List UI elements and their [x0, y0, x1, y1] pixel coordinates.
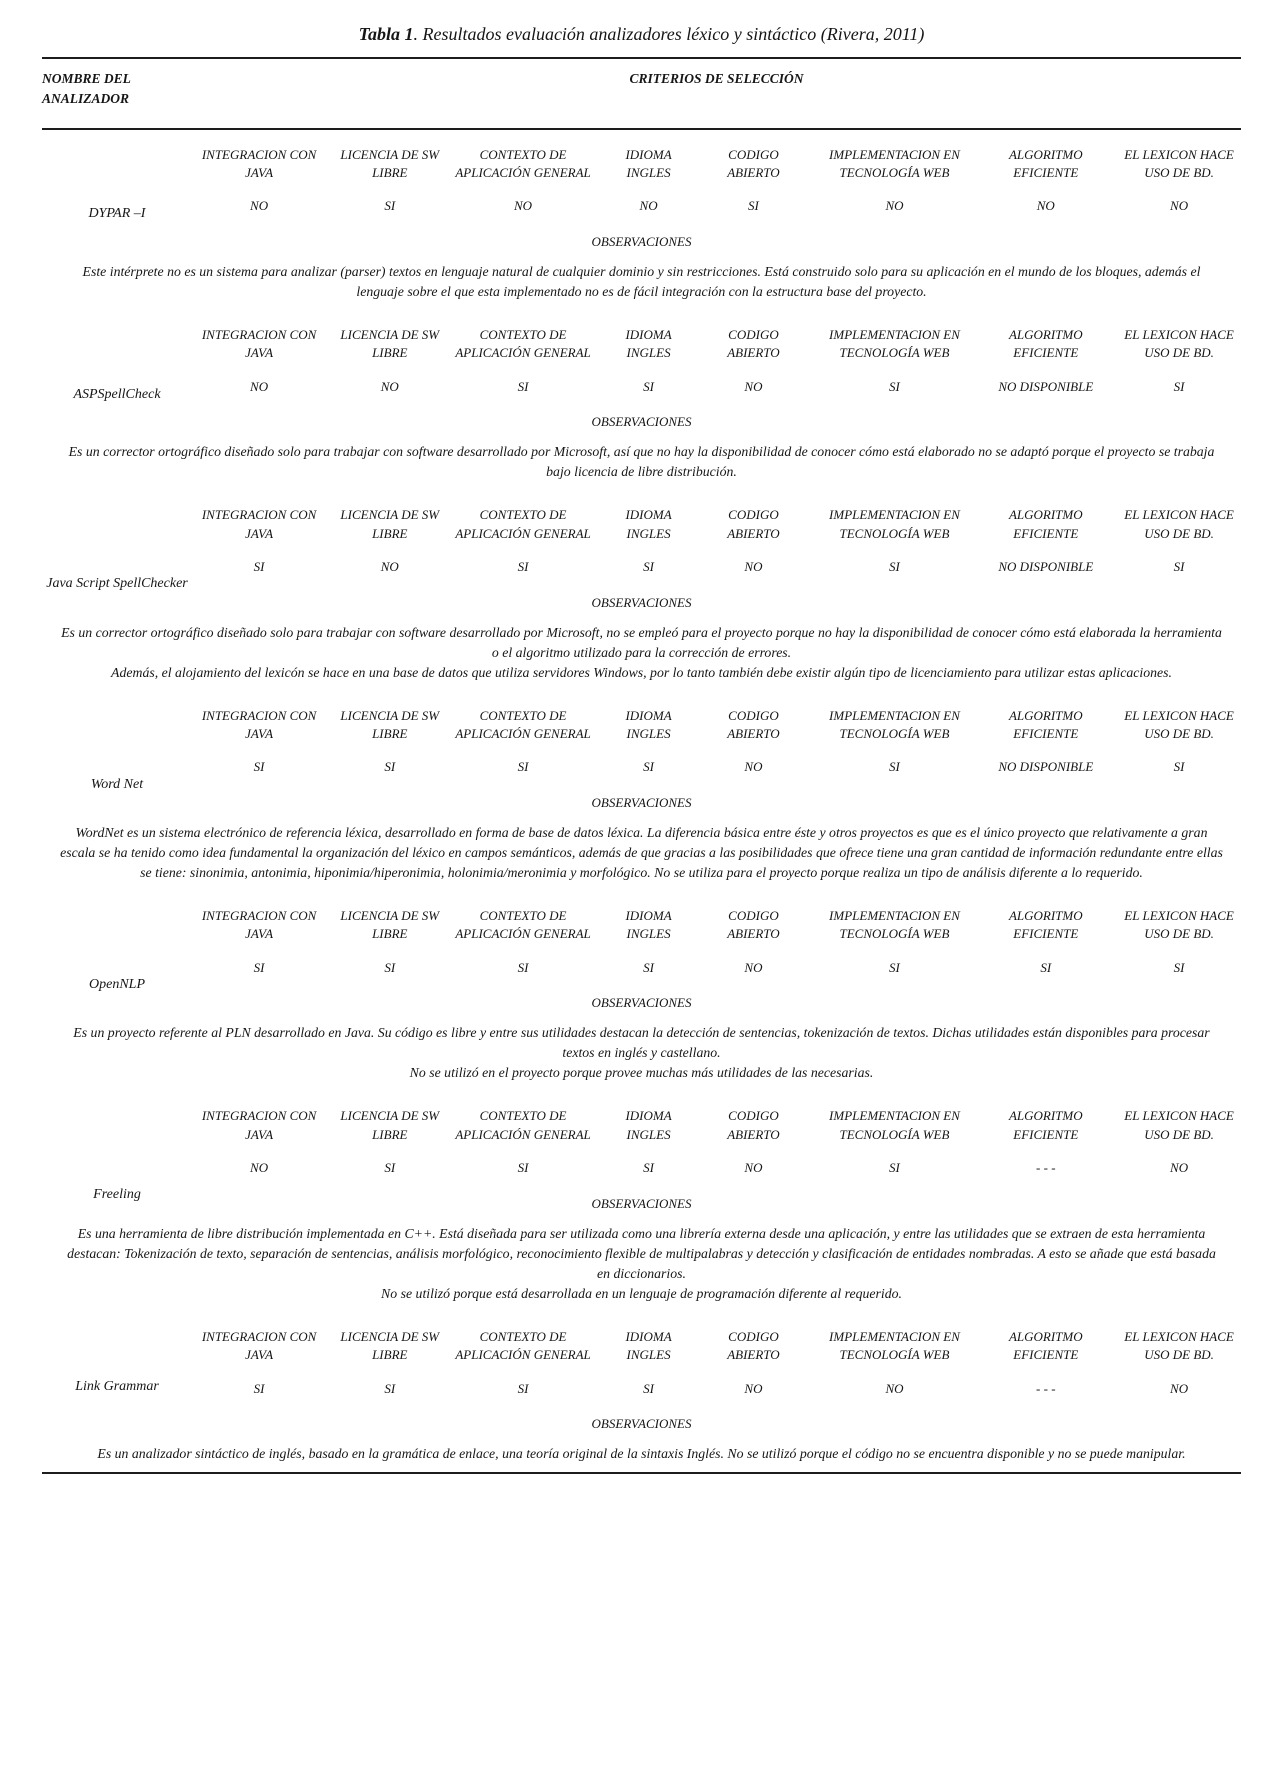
criteria-header-cell: CODIGO ABIERTO [727, 507, 780, 541]
criteria-values-row [192, 758, 1241, 776]
criteria-value-cell: SI [889, 559, 900, 575]
criteria-value-cell: SI [889, 378, 900, 394]
criteria-table [192, 326, 1241, 396]
criteria-header-cell: CONTEXTO DE APLICACIÓN GENERAL [455, 1108, 591, 1142]
criteria-header-cell: INTEGRACION CON JAVA [201, 1108, 317, 1142]
criteria-header-cell: CODIGO ABIERTO [727, 1108, 780, 1142]
criteria-value-cell: SI [643, 378, 654, 394]
criteria-value-cell: NO [250, 378, 269, 394]
criteria-header-cell: EL LEXICON HACE USO DE BD. [1124, 507, 1234, 541]
criteria-value-cell: SI [253, 959, 265, 975]
observations-text [46, 1023, 1237, 1083]
criteria-header-row [192, 1328, 1241, 1365]
criteria-header-cell: IDIOMA INGLES [625, 507, 672, 541]
criteria-header-cell: CODIGO ABIERTO [727, 146, 780, 180]
analyzer-name: Java Script SpellChecker [46, 576, 188, 592]
criteria-header-cell: ALGORITMO EFICIENTE [1008, 907, 1083, 942]
observations-label: OBSERVACIONES [591, 1416, 692, 1432]
criteria-value-cell: SI [253, 1380, 265, 1396]
analyzer-blocks [42, 130, 1241, 1473]
divider-bottom [42, 1472, 1241, 1474]
table-header-row [42, 59, 1241, 128]
criteria-header-cell: CONTEXTO DE APLICACIÓN GENERAL [455, 907, 591, 942]
criteria-column-header: CRITERIOS DE SELECCIÓN [629, 71, 804, 86]
criteria-header-cell: IDIOMA INGLES [625, 707, 672, 742]
criteria-header-cell: INTEGRACION CON JAVA [201, 707, 317, 742]
analyzer-block [42, 1312, 1241, 1472]
criteria-header-cell: CODIGO ABIERTO [727, 1328, 780, 1363]
analyzer-block [42, 310, 1241, 490]
criteria-value-cell: NO [514, 198, 533, 214]
criteria-header-cell: INTEGRACION CON JAVA [201, 326, 317, 361]
table-title-text: . Resultados evaluación analizadores léxico y sintáctico (Rivera, 2011) [413, 24, 925, 44]
criteria-header-cell: IMPLEMENTACION EN TECNOLOGÍA WEB [829, 146, 960, 180]
criteria-header-cell: LICENCIA DE SW LIBRE [340, 1108, 440, 1142]
criteria-header-cell: IDIOMA INGLES [625, 146, 672, 180]
criteria-value-cell: NO [380, 378, 399, 394]
criteria-value-cell: SI [643, 759, 654, 775]
criteria-value-cell: SI [1173, 959, 1185, 975]
criteria-value-cell: NO DISPONIBLE [998, 559, 1094, 575]
criteria-value-cell: NO [639, 198, 658, 214]
observation-paragraph: Es un proyecto referente al PLN desarrollado en Java. Su código es libre y entre sus utilidades destacan la detección de sentencias, tokenización de textos. Dichas utilidades están disponibles para procesar textos en inglés y castellano. [73, 1025, 1210, 1061]
criteria-value-cell: NO [885, 1380, 904, 1396]
criteria-value-cell: SI [253, 759, 265, 775]
criteria-value-cell: NO [1170, 1160, 1189, 1176]
criteria-header-cell: ALGORITMO EFICIENTE [1008, 326, 1083, 361]
criteria-header-cell: EL LEXICON HACE USO DE BD. [1124, 326, 1234, 361]
observations-label: OBSERVACIONES [591, 794, 692, 810]
criteria-value-cell: SI [1173, 759, 1185, 775]
observation-paragraph: WordNet es un sistema electrónico de referencia léxica, desarrollado en forma de base de datos léxica. La diferencia básica entre éste y otros proyectos es que es el único proyecto que relativamente a gran escala se ha tenido como idea fundamental la organización del léxico en campos semánticos, además de que gracias a las posibilidades que ofrece tiene una gran cantidad de información redundante entre ellas se tiene: sinonimia, antonimia, hiponimia/hiperonimia, holonimia/meronimia y morfológico. No se utiliza para el proyecto porque realiza un tipo de análisis diferente a lo requerido. [60, 824, 1223, 880]
criteria-value-cell: SI [384, 1380, 396, 1396]
criteria-header-row [192, 146, 1241, 183]
criteria-values-row [192, 378, 1241, 396]
analyzer-name: Freeling [93, 1187, 141, 1203]
criteria-header-cell: IMPLEMENTACION EN TECNOLOGÍA WEB [829, 1108, 960, 1142]
criteria-header-cell: CODIGO ABIERTO [727, 326, 780, 361]
criteria-header-cell: EL LEXICON HACE USO DE BD. [1124, 1328, 1234, 1363]
observations-text [46, 823, 1237, 883]
criteria-header-cell: EL LEXICON HACE USO DE BD. [1124, 707, 1234, 742]
criteria-value-cell: SI [517, 959, 529, 975]
criteria-value-cell: SI [517, 759, 529, 775]
criteria-value-cell: NO [744, 559, 763, 575]
observations-label: OBSERVACIONES [591, 1195, 692, 1211]
criteria-table [192, 707, 1241, 777]
observations-label: OBSERVACIONES [591, 414, 692, 430]
criteria-value-cell: SI [517, 1160, 529, 1176]
criteria-value-cell: SI [643, 1160, 654, 1176]
criteria-table [192, 1328, 1241, 1398]
analyzer-name: ASPSpellCheck [73, 386, 161, 402]
criteria-header-cell: IMPLEMENTACION EN TECNOLOGÍA WEB [829, 507, 960, 541]
criteria-value-cell: SI [889, 759, 900, 775]
criteria-header-cell: INTEGRACION CON JAVA [201, 146, 317, 180]
analyzer-block [42, 691, 1241, 891]
criteria-value-cell: NO [1170, 1380, 1189, 1396]
criteria-header-cell: ALGORITMO EFICIENTE [1008, 146, 1083, 180]
criteria-header-cell: LICENCIA DE SW LIBRE [340, 907, 440, 942]
criteria-header-cell: IMPLEMENTACION EN TECNOLOGÍA WEB [829, 1328, 960, 1363]
observations-text [46, 262, 1237, 302]
criteria-value-cell: SI [517, 378, 529, 394]
criteria-header-cell: ALGORITMO EFICIENTE [1008, 507, 1083, 541]
criteria-header-row [192, 707, 1241, 744]
name-column-header: NOMBRE DEL ANALIZADOR [42, 71, 131, 107]
criteria-value-cell: NO DISPONIBLE [998, 759, 1094, 775]
analyzer-name: OpenNLP [89, 977, 145, 993]
criteria-value-cell: NO [250, 1160, 269, 1176]
criteria-header-cell: CONTEXTO DE APLICACIÓN GENERAL [455, 707, 591, 742]
criteria-value-cell: SI [1173, 378, 1185, 394]
criteria-value-cell: SI [384, 198, 396, 214]
observation-paragraph: Es una herramienta de libre distribución implementada en C++. Está diseñada para ser utilizada como una librería externa desde una aplicación, y entre las utilidades que se extraen de esta herramienta destacan: Tokenización de texto, separación de sentencias, análisis morfológico, reconocimiento flexible de multipalabras y detección y clasificación de entidades nombradas. A esto se añade que está basada en diccionarios. [67, 1225, 1216, 1281]
table-title [42, 24, 1241, 45]
criteria-value-cell: - - - [1036, 1380, 1056, 1396]
criteria-value-cell: NO [744, 1160, 763, 1176]
criteria-header-cell: IDIOMA INGLES [625, 326, 672, 361]
criteria-value-cell: SI [517, 1380, 529, 1396]
criteria-values-row [192, 558, 1241, 576]
analyzer-block [42, 490, 1241, 690]
observations-text [46, 1444, 1237, 1464]
observation-paragraph: Además, el alojamiento del lexicón se hace en una base de datos que utiliza servidores Windows, por lo tanto también debe existir algún tipo de licenciamiento para utilizar estas aplicaciones. [111, 664, 1172, 680]
criteria-header-cell: INTEGRACION CON JAVA [201, 507, 317, 541]
criteria-value-cell: NO [744, 759, 763, 775]
criteria-header-cell: IMPLEMENTACION EN TECNOLOGÍA WEB [829, 326, 960, 361]
observations-text [46, 442, 1237, 482]
criteria-value-cell: SI [1040, 959, 1052, 975]
analyzer-block [42, 130, 1241, 310]
observation-paragraph: Es un analizador sintáctico de inglés, basado en la gramática de enlace, una teoría original de la sintaxis Inglés. No se utilizó porque el código no se encuentra disponible y no se puede manipular. [97, 1446, 1186, 1462]
criteria-value-cell: SI [384, 959, 396, 975]
criteria-header-cell: EL LEXICON HACE USO DE BD. [1124, 146, 1234, 180]
observations-label: OBSERVACIONES [591, 594, 692, 610]
criteria-header-cell: IMPLEMENTACION EN TECNOLOGÍA WEB [829, 907, 960, 942]
criteria-value-cell: NO [744, 378, 763, 394]
criteria-value-cell: NO DISPONIBLE [998, 378, 1094, 394]
criteria-header-cell: LICENCIA DE SW LIBRE [340, 507, 440, 541]
criteria-values-row [192, 959, 1241, 977]
criteria-header-cell: INTEGRACION CON JAVA [201, 1328, 317, 1363]
criteria-header-cell: CONTEXTO DE APLICACIÓN GENERAL [455, 507, 591, 541]
criteria-value-cell: SI [384, 1160, 396, 1176]
criteria-value-cell: SI [748, 198, 759, 214]
criteria-value-cell: NO [1036, 198, 1055, 214]
criteria-value-cell: NO [744, 959, 763, 975]
criteria-header-row [192, 1107, 1241, 1144]
criteria-value-cell: SI [253, 559, 265, 575]
criteria-value-cell: SI [1173, 559, 1185, 575]
criteria-header-cell: IDIOMA INGLES [625, 907, 672, 942]
observation-paragraph: Es un corrector ortográfico diseñado solo para trabajar con software desarrollado por Microsoft, así que no hay la disponibilidad de conocer cómo está elaborado no se adaptó porque el proyecto se trabaja bajo licencia de libre distribución. [68, 444, 1215, 480]
criteria-table [192, 146, 1241, 216]
criteria-values-row [192, 1380, 1241, 1398]
criteria-header-cell: CONTEXTO DE APLICACIÓN GENERAL [455, 326, 591, 361]
table-title-label: Tabla 1 [358, 24, 414, 44]
criteria-value-cell: NO [885, 198, 904, 214]
criteria-header-cell: EL LEXICON HACE USO DE BD. [1124, 907, 1234, 942]
criteria-header-cell: ALGORITMO EFICIENTE [1008, 1328, 1083, 1363]
criteria-table [192, 1107, 1241, 1177]
criteria-value-cell: SI [889, 959, 900, 975]
criteria-header-row [192, 506, 1241, 543]
criteria-header-cell: EL LEXICON HACE USO DE BD. [1124, 1108, 1234, 1142]
criteria-header-cell: IDIOMA INGLES [625, 1108, 672, 1142]
observation-paragraph: No se utilizó en el proyecto porque provee muchas más utilidades de las necesarias. [409, 1065, 874, 1081]
criteria-value-cell: NO [1170, 198, 1189, 214]
criteria-header-cell: LICENCIA DE SW LIBRE [340, 146, 440, 180]
analyzer-block [42, 1091, 1241, 1311]
observations-label: OBSERVACIONES [591, 233, 692, 249]
criteria-header-cell: CONTEXTO DE APLICACIÓN GENERAL [455, 1328, 591, 1363]
observations-text [46, 1224, 1237, 1304]
criteria-table [192, 506, 1241, 576]
analyzer-block [42, 891, 1241, 1091]
criteria-value-cell: NO [250, 198, 269, 214]
criteria-header-cell: IDIOMA INGLES [625, 1328, 672, 1363]
criteria-header-cell: LICENCIA DE SW LIBRE [340, 1328, 440, 1363]
analyzer-name: Word Net [90, 776, 144, 792]
criteria-header-cell: LICENCIA DE SW LIBRE [340, 707, 440, 742]
criteria-header-cell: INTEGRACION CON JAVA [201, 907, 317, 942]
criteria-value-cell: SI [517, 559, 529, 575]
observation-paragraph: No se utilizó porque está desarrollada en un lenguaje de programación diferente al requerido. [381, 1285, 902, 1301]
criteria-header-cell: IMPLEMENTACION EN TECNOLOGÍA WEB [829, 707, 960, 742]
criteria-value-cell: SI [643, 559, 654, 575]
criteria-value-cell: - - - [1036, 1160, 1056, 1176]
criteria-header-cell: ALGORITMO EFICIENTE [1008, 1108, 1083, 1142]
criteria-header-cell: LICENCIA DE SW LIBRE [340, 326, 440, 361]
criteria-value-cell: SI [384, 759, 396, 775]
criteria-header-cell: CODIGO ABIERTO [727, 907, 780, 942]
observation-paragraph: Es un corrector ortográfico diseñado solo para trabajar con software desarrollado por Microsoft, no se empleó para el proyecto porque no hay la disponibilidad de conocer cómo está elaborada la herramienta o el algoritmo utilizado para la corrección de errores. [61, 624, 1222, 660]
criteria-header-row [192, 907, 1241, 944]
criteria-value-cell: SI [889, 1160, 900, 1176]
criteria-header-row [192, 326, 1241, 363]
criteria-header-cell: CONTEXTO DE APLICACIÓN GENERAL [455, 146, 591, 180]
criteria-value-cell: NO [380, 559, 399, 575]
analyzer-name: Link Grammar [75, 1379, 159, 1395]
criteria-header-cell: ALGORITMO EFICIENTE [1008, 707, 1083, 742]
observation-paragraph: Este intérprete no es un sistema para analizar (parser) textos en lenguaje natural de cualquier dominio y sin restricciones. Está construido solo para su aplicación en el mundo de los bloques, además el lenguaje sobre el que esta implementado no es de fácil integración con la estructura base del proyecto. [82, 263, 1201, 299]
criteria-header-cell: CODIGO ABIERTO [727, 707, 780, 742]
criteria-value-cell: SI [643, 1380, 654, 1396]
criteria-value-cell: SI [643, 959, 654, 975]
criteria-values-row [192, 1159, 1241, 1177]
analyzer-name: DYPAR –I [88, 206, 146, 222]
criteria-value-cell: NO [744, 1380, 763, 1396]
observations-text [46, 623, 1237, 683]
criteria-values-row [192, 197, 1241, 215]
observations-label: OBSERVACIONES [591, 995, 692, 1011]
criteria-table [192, 907, 1241, 977]
